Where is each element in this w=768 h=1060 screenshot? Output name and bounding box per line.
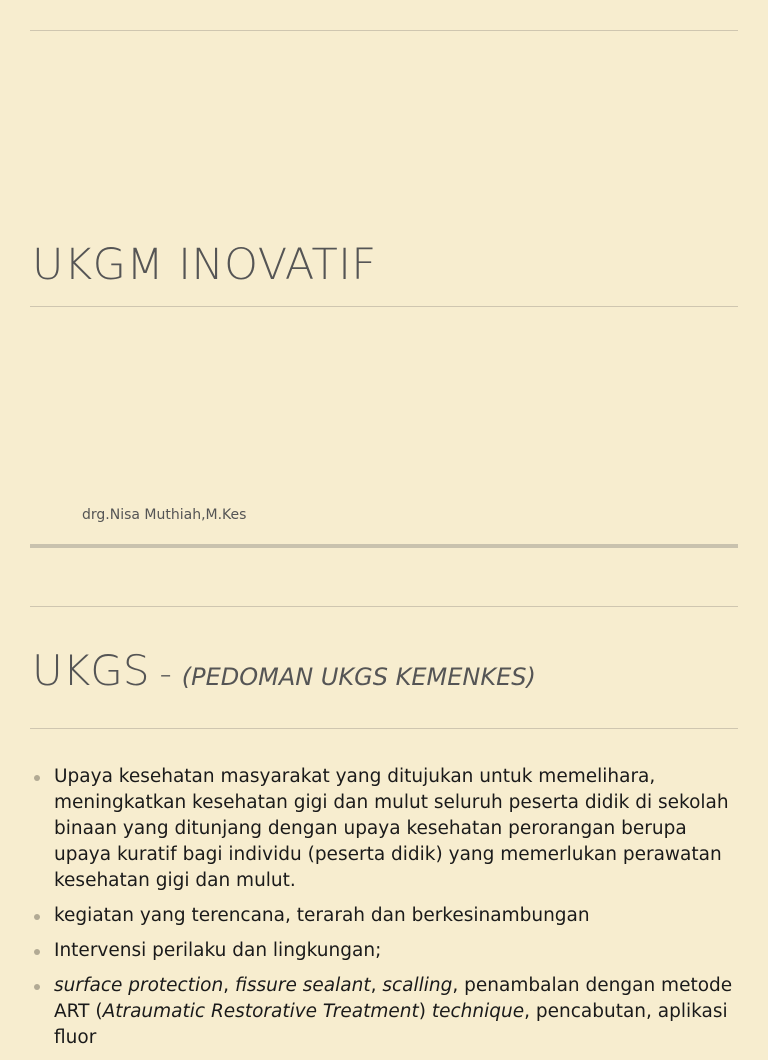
bullet-text: Intervensi perilaku dan lingkungan; (54, 940, 382, 961)
title-underline (30, 306, 738, 307)
term-fissure-sealant: fissure sealant (234, 975, 371, 996)
term-technique: technique (431, 1001, 525, 1022)
slide-title: UKGM INOVATIF (32, 240, 377, 290)
bullet-dot-icon (34, 775, 40, 781)
author-name: drg.Nisa Muthiah,M.Kes (82, 507, 247, 523)
bullet-text (54, 973, 738, 1051)
term-art: Atraumatic Restorative Treatment (102, 1001, 419, 1022)
term-scalling: scalling (382, 975, 453, 996)
bullet-dot-icon (34, 949, 40, 955)
bullet-text: kegiatan yang terencana, terarah dan berkesinambungan (54, 905, 590, 926)
top-rule (30, 606, 738, 607)
bullet-dot-icon (34, 914, 40, 920)
heading-main: UKGS (32, 646, 150, 695)
bullet-item (32, 973, 738, 1051)
text-segment: ) (418, 1001, 432, 1022)
term-surface-protection: surface protection (54, 975, 224, 996)
separator: , (223, 975, 235, 996)
separator: , (370, 975, 383, 996)
heading-underline (30, 728, 738, 729)
text-segment: , penambalan dengan metode ART ( (54, 975, 733, 1022)
heading-dash: - (159, 654, 172, 694)
heading-subtitle: (PEDOMAN UKGS KEMENKES) (181, 663, 536, 691)
bullet-list (32, 764, 738, 1060)
slide-separator (30, 544, 738, 548)
text-segment: , pencabutan, aplikasi fluor (54, 1001, 728, 1048)
bullet-dot-icon (34, 984, 40, 990)
bullet-text: Upaya kesehatan masyarakat yang ditujukan untuk memelihara, meningkatkan kesehatan gigi dan mulut seluruh peserta didik di sekolah binaan yang ditunjang dengan upaya kesehatan perorangan berupa upaya kuratif bagi individu (peserta didik) yang memerlukan perawatan kesehatan gigi dan mulut. (54, 766, 729, 891)
bullet-item (32, 938, 738, 964)
slide-2 (0, 550, 768, 1048)
top-rule (30, 30, 738, 31)
bullet-item (32, 764, 738, 894)
bullet-item (32, 903, 738, 929)
slide-heading (32, 646, 536, 695)
